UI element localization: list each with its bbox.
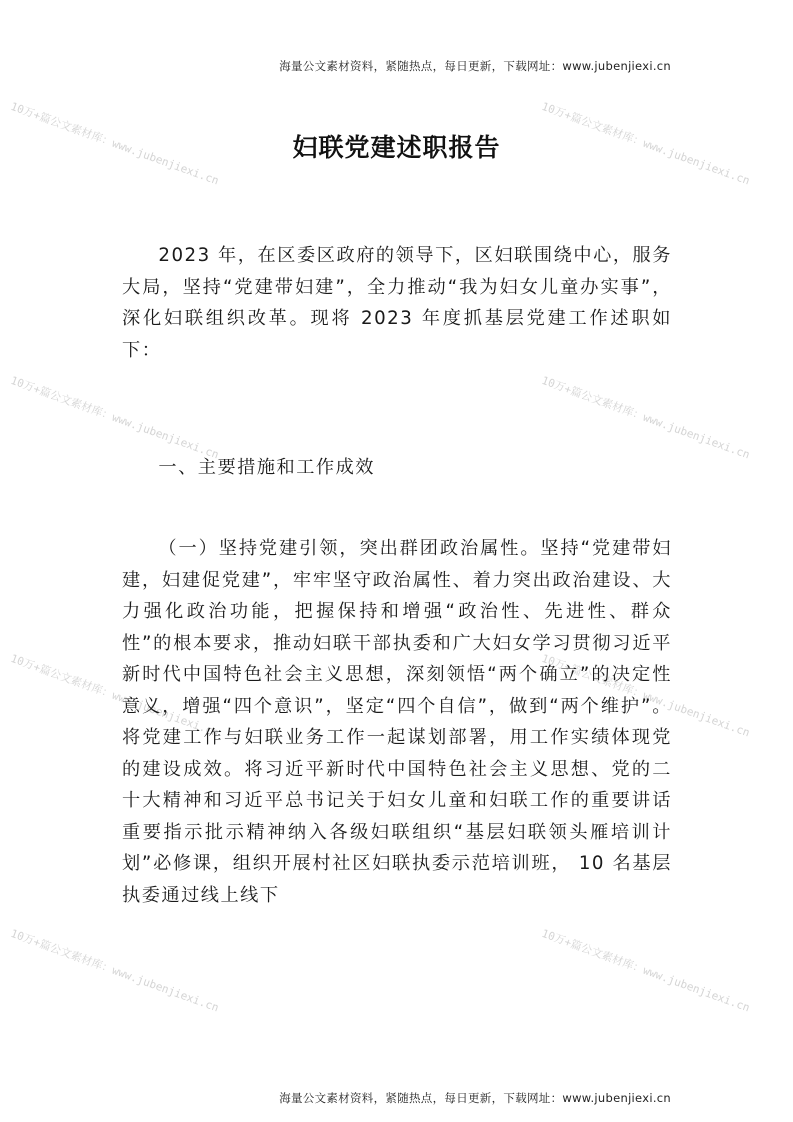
watermark-text: 10万+篇公文素材库：www.jubenjiexi.cn [8, 926, 221, 1015]
watermark-text: 10万+篇公文素材库：www.jubenjiexi.cn [8, 99, 221, 188]
watermark-text: 10万+篇公文素材库：www.jubenjiexi.cn [539, 651, 752, 740]
paragraph: 2023 年，在区委区政府的领导下，区妇联围绕中心，服务大局，坚持“党建带妇建”，全力推动“我为妇女儿童办实事”，深化妇联组织改革。现将 2023 年度抓基层党建工作述职如下： [122, 245, 672, 361]
watermark-text: 10万+篇公文素材库：www.jubenjiexi.cn [8, 651, 221, 740]
watermark-text: 10万+篇公文素材库：www.jubenjiexi.cn [539, 99, 752, 188]
watermark-text: 10万+篇公文素材库：www.jubenjiexi.cn [539, 926, 752, 1015]
watermark-text: 10万+篇公文素材库：www.jubenjiexi.cn [8, 373, 221, 462]
section-heading: 一、主要措施和工作成效 [158, 457, 375, 478]
paragraph: （一）坚持党建引领，突出群团政治属性。坚持“党建带妇建，妇建促党建”，牢牢坚守政治属性、着力突出政治建设、大力强化政治功能，把握保持和增强“政治性、先进性、群众性”的根本要求，推动妇联干部执委和广大妇女学习贯彻习近平新时代中国特色社会主义思想，深刻领悟“两个确立”的决定性意义，增强“四个意识”，坚定“四个自信”，做到“两个维护”。将党建工作与妇联业务工作一起谋划部署，用工作实绩体现党的建设成效。将习近平新时代中国特色社会主义思想、党的二十大精神和习近平总书记关于妇女儿童和妇联工作的重要讲话重要指示批示精神纳入各级妇联组织“基层妇联领头雁培训计划”必修课，组织开展村社区妇联执委示范培训班， 10 名基层执委通过线上线下 [122, 538, 672, 906]
footer-note: 海量公文素材资料，紧随热点，每日更新，下载网址：www.jubenjiexi.cn [279, 1091, 671, 1105]
watermark-text: 10万+篇公文素材库：www.jubenjiexi.cn [539, 373, 752, 462]
document-title: 妇联党建述职报告 [292, 133, 501, 162]
header-note: 海量公文素材资料，紧随热点，每日更新，下载网址：www.jubenjiexi.cn [279, 59, 671, 73]
